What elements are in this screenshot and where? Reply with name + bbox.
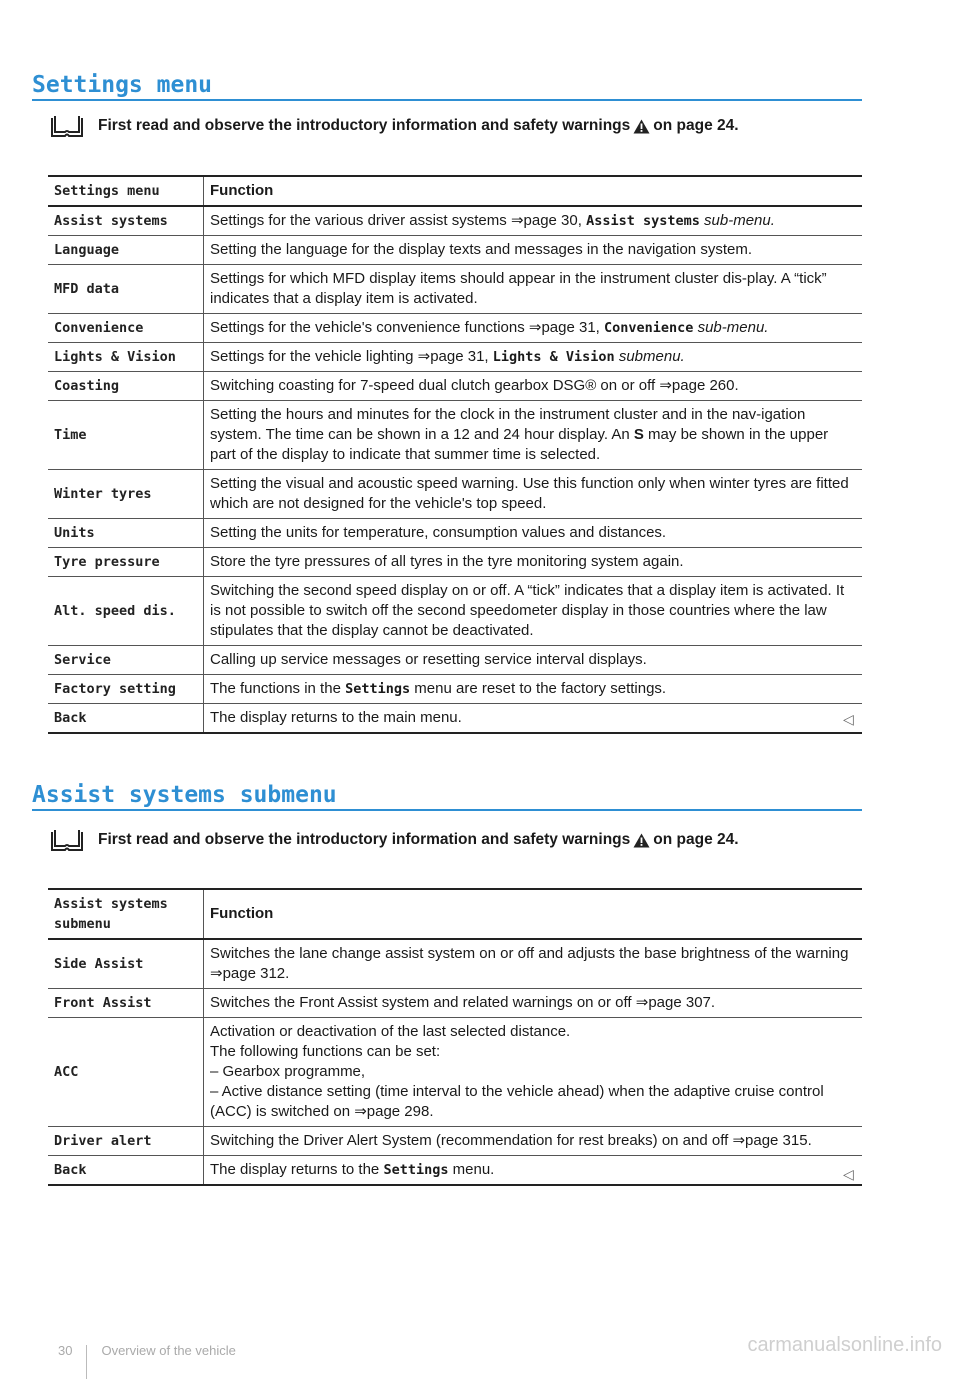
function-description-cell: Switches the lane change assist system on or off and adjusts the base brightness of the warning ⇒page 312. (204, 939, 863, 989)
section-rule (32, 809, 862, 811)
menu-reference: Lights & Vision (492, 349, 615, 365)
note-page-ref: on page 24. (653, 117, 739, 134)
function-description-cell: Setting the units for temperature, consumption values and distances. (204, 519, 863, 548)
note-text: First read and observe the introductory information and safety warnings (98, 831, 631, 848)
menu-item-cell: Side Assist (48, 939, 204, 989)
safety-note (50, 114, 739, 138)
note-text: First read and observe the introductory information and safety warnings (98, 117, 631, 134)
function-description-cell: Calling up service messages or resetting service interval displays. (204, 646, 863, 675)
page-footer (58, 1333, 236, 1367)
function-description-cell: Switching the Driver Alert System (recommendation for rest breaks) on and off ⇒page 315. (204, 1127, 863, 1156)
function-description-cell: Setting the visual and acoustic speed warning. Use this function only when winter tyres are fitted which are not designed for the vehicle's top speed. (204, 470, 863, 519)
function-description-cell: Settings for the vehicle's convenience functions ⇒page 31, Convenience sub-menu. (204, 314, 863, 343)
table-row (48, 314, 862, 343)
function-description-cell: Store the tyre pressures of all tyres in the tyre monitoring system again. (204, 548, 863, 577)
function-description-cell: Setting the language for the display texts and messages in the navigation system. (204, 236, 863, 265)
menu-item-cell: MFD data (48, 265, 204, 314)
menu-item-cell: Convenience (48, 314, 204, 343)
table-row (48, 206, 862, 236)
menu-item-cell: Winter tyres (48, 470, 204, 519)
emphasis-text: sub-menu. (704, 212, 775, 229)
function-description-cell: Settings for the various driver assist systems ⇒page 30, Assist systems sub-menu. (204, 206, 863, 236)
watermark: carmanualsonline.info (747, 1334, 942, 1356)
warning-triangle-icon (633, 833, 650, 848)
menu-item-cell: Back (48, 1156, 204, 1186)
function-description-cell: The display returns to the Settings menu. (204, 1156, 863, 1186)
menu-item-cell: Lights & Vision (48, 343, 204, 372)
table-row (48, 646, 862, 675)
table-row (48, 577, 862, 646)
settings-menu-table (48, 175, 862, 734)
menu-item-cell: Tyre pressure (48, 548, 204, 577)
menu-item-cell: Driver alert (48, 1127, 204, 1156)
page-number: 30 (58, 1342, 73, 1358)
table-row (48, 519, 862, 548)
end-of-section-icon: ◁ (843, 711, 854, 727)
emphasis-text: submenu. (618, 348, 685, 365)
footer-chapter: Overview of the vehicle (101, 1342, 236, 1358)
table-row (48, 236, 862, 265)
function-description-cell: Switching coasting for 7-speed dual clutch gearbox DSG® on or off ⇒page 260. (204, 372, 863, 401)
table-row (48, 343, 862, 372)
table-header-row (48, 176, 862, 206)
menu-item-cell: ACC (48, 1018, 204, 1127)
function-description-cell: The functions in the Settings menu are reset to the factory settings. (204, 675, 863, 704)
menu-item-cell: Units (48, 519, 204, 548)
function-description-cell: Settings for the vehicle lighting ⇒page 31, Lights & Vision submenu. (204, 343, 863, 372)
function-description-cell: Switches the Front Assist system and related warnings on or off ⇒page 307. (204, 989, 863, 1018)
safety-note (50, 828, 739, 852)
header-key-cell: Assist systems submenu (48, 889, 204, 939)
function-description-cell: The display returns to the main menu. (204, 704, 863, 734)
table-row (48, 939, 862, 989)
table-row (48, 265, 862, 314)
warning-triangle-icon (633, 119, 650, 134)
table-row (48, 1156, 862, 1186)
menu-reference: Convenience (604, 320, 694, 336)
menu-item-cell: Language (48, 236, 204, 265)
end-of-section-icon: ◁ (843, 1166, 854, 1182)
bold-text: S (633, 426, 644, 443)
menu-item-cell: Back (48, 704, 204, 734)
table-row (48, 704, 862, 734)
header-function-cell: Function (204, 176, 863, 206)
menu-reference: Assist systems (586, 213, 700, 229)
table-row (48, 1018, 862, 1127)
table-row (48, 989, 862, 1018)
function-description-cell: Activation or deactivation of the last selected distance. The following functions can be set: – Gearbox programme, – Active distance setting (time interval to the vehicle ahead) when the adaptive cruise control (ACC) is switched on ⇒page 298. (204, 1018, 863, 1127)
header-key-cell: Settings menu (48, 176, 204, 206)
table-row (48, 470, 862, 519)
menu-reference: Settings (345, 681, 411, 697)
menu-reference: Settings (383, 1162, 449, 1178)
menu-item-cell: Time (48, 401, 204, 470)
function-description-cell: Settings for which MFD display items should appear in the instrument cluster dis-play. A “tick” indicates that a display item is activated. (204, 265, 863, 314)
table-row (48, 372, 862, 401)
section-title-settings-menu: Settings menu (32, 72, 213, 98)
section-title-assist-systems: Assist systems submenu (32, 782, 337, 808)
menu-item-cell: Front Assist (48, 989, 204, 1018)
function-description-cell: Switching the second speed display on or off. A “tick” indicates that a display item is activated. It is not possible to switch off the second speedometer display in those countries where the law stipulates that the display cannot be deactivated. (204, 577, 863, 646)
header-function-cell: Function (204, 889, 863, 939)
menu-item-cell: Service (48, 646, 204, 675)
table-row (48, 548, 862, 577)
table-row (48, 401, 862, 470)
emphasis-text: sub-menu. (697, 319, 769, 336)
menu-item-cell: Alt. speed dis. (48, 577, 204, 646)
assist-systems-table (48, 888, 862, 1186)
menu-item-cell: Coasting (48, 372, 204, 401)
table-row (48, 675, 862, 704)
book-icon (50, 828, 84, 852)
book-icon (50, 114, 84, 138)
table-header-row (48, 889, 862, 939)
note-page-ref: on page 24. (653, 831, 739, 848)
menu-item-cell: Assist systems (48, 206, 204, 236)
table-row (48, 1127, 862, 1156)
menu-item-cell: Factory setting (48, 675, 204, 704)
section-rule (32, 99, 862, 101)
footer-divider (86, 1345, 87, 1379)
function-description-cell: Setting the hours and minutes for the clock in the instrument cluster and in the nav-igation system. The time can be shown in a 12 and 24 hour display. An S may be shown in the upper part of the display to indicate that summer time is selected. (204, 401, 863, 470)
